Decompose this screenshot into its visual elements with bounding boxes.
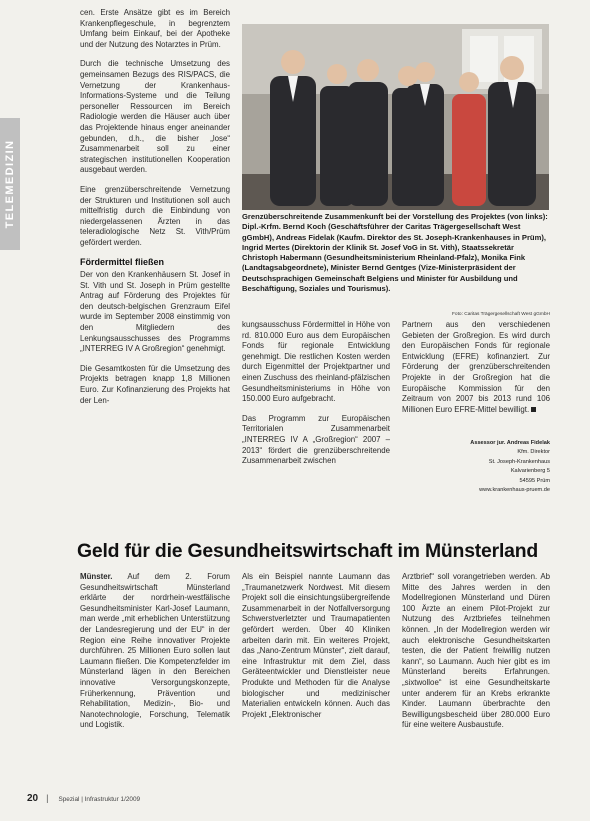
- author-line: Kalvarienberg 5: [510, 468, 550, 475]
- end-mark: [531, 407, 536, 412]
- left-para-4: Der von den Krankenhäusern St. Josef in St. Vith und St. Joseph in Prüm gestellte Antrag auf Förderung des Projektes für den deutsch-belgischen Grenzraum Eifel wurde im September 2008 einstimmig von den Mitgliedern des Lenkungsausschusses des Programms „INTERREG IV A Großregion“ genehmigt.: [80, 270, 230, 354]
- author-line: Assessor jur. Andreas Fidelak: [470, 440, 550, 446]
- page-footer: [27, 793, 140, 804]
- left-heading: Fördermittel fließen: [80, 257, 165, 268]
- photo-caption: Grenzüberschreitende Zusammenkunft bei der Vorstellung des Projektes (von links): Dipl.-Krfm. Bernd Koch (Geschäftsführer der Caritas Trägergesellschaft West gGmbH), Andreas Fidelak (Kaufm. Direktor des St. Joseph-Krankenhauses in Prüm), Ingrid Mertes (Direktorin der Klinik St. Josef VoG in St. Vith), Staatssekretär Christoph Habermann (Gesundheitsministerium Rheinland-Pfalz), Monika Fink (Landtagsabgeordnete), Minister Bernd Gentges (Vize-Ministerpräsident der Deutschsprachigen Gemeinschaft Belgiens und Minister für Ausbildung und Beschäftigung, Soziales und Tourismus).: [242, 212, 548, 294]
- author-line: Kfm. Direktor: [517, 449, 550, 456]
- author-box: [430, 439, 550, 495]
- left-column: [80, 8, 230, 415]
- group-photo: [242, 24, 549, 210]
- article2-col-3: [402, 572, 550, 740]
- author-line: 54595 Prüm: [519, 477, 550, 484]
- article2-para-1: Münster. Auf dem 2. Forum Gesundheitswirtschaft Münsterland erklärte der nordrhein-westfälische Gesundheitsminister Karl-Josef Laumann, man werde „mit erheblichen Unterstützung der Landesregierung und der EU“ in der Region eine Reihe innovativer Projekte durchführen. 25 Millionen Euro sollen laut Laumann fließen. Die Kompetenzfelder im Münsterland lägen in den Bereichen innovative Versorgungskonzepte, Früherkennung, Prävention und Rehabilitation, Medizin-, Bio- und Nanotechnologie, Forschung, Telematik und Logistik.: [80, 572, 230, 730]
- section-tab: [0, 118, 20, 250]
- footer-separator: |: [46, 793, 49, 803]
- article2-col-2: [242, 572, 390, 729]
- left-para-1: cen. Erste Ansätze gibt es im Bereich Krankenpflegeschule, in begrenztem Umfang beim Einkauf, bei der Apotheke und der Nutzung des Notarztes in Prüm.: [80, 8, 230, 49]
- right-para-1: Partnern aus den verschiedenen Gebieten der Großregion. Es wird durch den Europäischen Fonds für regionale Entwicklung (EFRE) kofinanziert. Zur Förderung der grenzüberschreitenden Projekte in der Großregion hat die Europäische Kommission für den Zeitraum von 2007 bis 2013 rund 106 Millionen Euro EFRE-Mittel bewilligt.: [402, 320, 550, 414]
- article2-para-2: Als ein Beispiel nannte Laumann das „Traumanetzwerk Nordwest. Mit diesem Projekt soll die einsichtungsübergreifende Zusammenarbeit in der Notfallversorgung Schwerstverletzter und Traumapatienten gefördert werden. Über 40 Kliniken arbeiten darin mit. Ein weiteres Projekt, das „Nano-Zentrum Münster“, zielt darauf, eine Infrastruktur mit dem Ziel, dass Geräteentwickler und Dienstleister neue Produkte und Methoden für die Analyse biologischer und medizinischer Materialien entwickeln können. Auch das Projekt „Elektronischer: [242, 572, 390, 719]
- article2-para-3: Arztbrief“ soll vorangetrieben werden. Ab Mitte des Jahres werden in den Modellregionen Münsterland und Düren 100 Ärzte an einem Pilot-Projekt zur Nutzung des Arztbriefes teilnehmen können. „In der Modellregion werden wir auch elektronische Gesundheitskarten testen, die der Patient freiwillig nutzen kann“, so Laumann. Auch hier gibt es im Münsterland bereits Erfahrungen. „sixtwolloe“ ist eine Gesundheitskarte unter anderem für an Krebs erkrankte Kinder. Laumann überbrachte den Bewilligungsbescheid über 280.000 Euro für eine weitere Ausbaustufe.: [402, 572, 550, 730]
- article-headline: Geld für die Gesundheitswirtschaft im Münsterland: [77, 540, 539, 562]
- photo-credit: Foto: Caritas Trägergesellschaft West gGmbH: [451, 312, 550, 317]
- publication-name: Spezial | Infrastruktur 1/2009: [58, 796, 141, 803]
- left-para-5: Die Gesamtkosten für die Umsetzung des Projekts betragen knapp 1,8 Millionen Euro. Zur Kofinanzierung des Projekts hat der Len-: [80, 363, 230, 405]
- group-photo-illustration: [242, 24, 549, 210]
- article2-col-1: [80, 572, 230, 740]
- middle-column: [242, 320, 390, 476]
- author-website[interactable]: www.krankenhaus-pruem.de: [479, 487, 550, 494]
- article2-city: Münster.: [80, 572, 113, 581]
- left-para-3: Eine grenzüberschreitende Vernetzung der Strukturen und Institutionen soll auch mittelfristig durch die Einbindung von niedergelassenen Ärzten in das teleradiologische Netz St. Vith/Prüm gefördert werden.: [80, 184, 230, 247]
- middle-para-1: kungsausschuss Fördermittel in Höhe von rd. 810.000 Euro aus dem Europäischen Fonds für regionale Entwicklung genehmigt. Die restlichen Kosten werden durch Eigenmittel der Projektpartner und einen Zuschuss des rheinland-pfälzischen Gesundheitsministeriums in Höhe von 150.000 Euro aufgebracht.: [242, 320, 390, 404]
- right-column: [402, 320, 550, 424]
- page-number: 20: [27, 793, 39, 804]
- left-para-2: Durch die technische Umsetzung des gemeinsamen Bezugs des RIS/PACS, die Vernetzung der Krankenhaus-Informations-Systeme und die Teilung personeller Ressourcen im Bereich Radiologie werden die Häuser auch über das Projektende hinaus enger aneinander gebunden, d.h., die bisher „lose“ Zusammenarbeit soll zu einer strategischen institutionellen Kooperation ausgebaut werden.: [80, 59, 230, 175]
- author-line: St. Joseph-Krankenhaus: [488, 458, 550, 465]
- section-tab-label: TELEMEDIZIN: [4, 139, 16, 229]
- middle-para-2: Das Programm zur Europäischen Territorialen Zusammenarbeit „INTERREG IV A „Großregion“ 2007 – 2013“ fördert die grenzüberschreitende Zusammenarbeit zwischen: [242, 413, 390, 466]
